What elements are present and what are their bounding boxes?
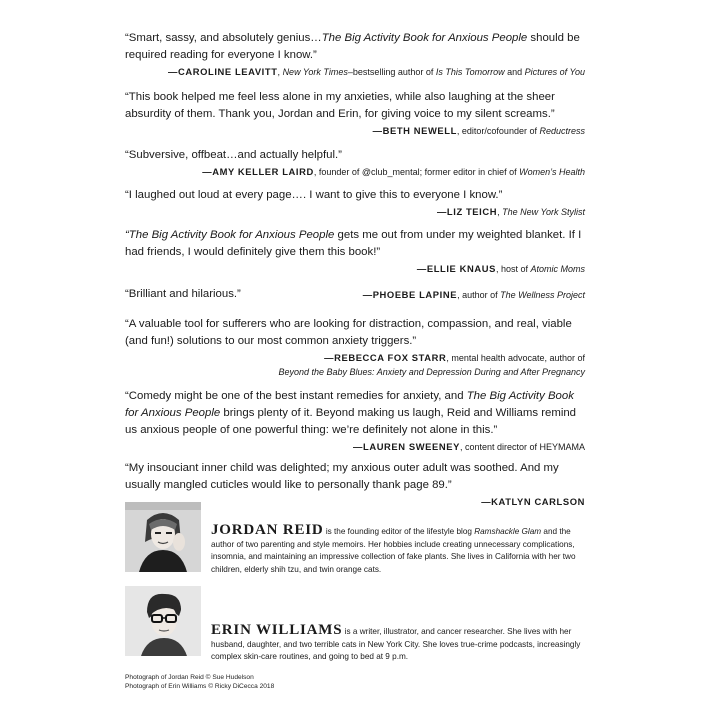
bio-text: ERIN WILLIAMS is a writer, illustrator, and cancer researcher. She lives with her husband, daughter, and two terrible cats in New York City. She loves true-crime podcasts, increasingly complex skin-care routines, and going to bed at 9 p.m. — [211, 622, 581, 662]
blurb-lauren-sweeney — [125, 388, 585, 454]
author-photo-erin-williams — [125, 586, 201, 656]
photo-credit-erin: Photograph of Erin Williams © Ricky DiCecca 2018 — [125, 683, 275, 690]
author-photo-jordan-reid — [125, 502, 201, 572]
blurb-rebecca-fox-starr — [125, 316, 585, 379]
blurb-attribution: —AMY KELLER LAIRD, founder of @club_mental; former editor in chief of Women’s Health — [202, 166, 585, 177]
blurb-text: “Comedy might be one of the best instant remedies for anxiety, and The Big Activity Book for Anxious People brings plenty of it. Beyond making us laugh, Reid and Williams remind us anxious people of one powerful thing: we’re definitely not alone in this.” — [125, 390, 577, 436]
portrait-image — [125, 502, 201, 572]
blurb-text: “Subversive, offbeat…and actually helpful.” — [125, 149, 342, 161]
blurb-text: “Brilliant and hilarious.” — [125, 288, 241, 300]
photo-credit-jordan: Photograph of Jordan Reid © Sue Hudelson — [125, 674, 254, 681]
blurb-text: “This book helped me feel less alone in my anxieties, while also laughing at the sheer absurdity of them. Thank you, Jordan and Erin, for giving voice to my silent screams.” — [125, 91, 555, 120]
blurb-text: “Smart, sassy, and absolutely genius…The Big Activity Book for Anxious People should be required reading for everyone I know.” — [125, 32, 580, 61]
blurb-phoebe-lapine — [125, 286, 585, 303]
blurb-amy-keller-laird — [125, 147, 585, 179]
blurb-text: “My insouciant inner child was delighted; my anxious outer adult was soothed. And my usually mangled cuticles would like to personally thank page 89.” — [125, 462, 559, 491]
blurb-attribution: —PHOEBE LAPINE, author of The Wellness Project — [362, 289, 585, 300]
blurb-attribution: —REBECCA FOX STARR, mental health advocate, author of Beyond the Baby Blues: Anxiety and Depression During and After Pregnancy — [278, 352, 585, 377]
bio-text: JORDAN REID is the founding editor of the lifestyle blog Ramshackle Glam and the author of two parenting and style memoirs. Her hobbies include creating unnecessary complications, insomnia, and maintaining an impressive collection of fake plants. She lives in California with her two children, elderly shih tzu, and twin orange cats. — [211, 522, 576, 574]
blurb-text: “A valuable tool for sufferers who are looking for distraction, compassion, and real, viable (and fun!) solutions to our most common anxiety triggers.” — [125, 318, 572, 347]
blurb-attribution: —ELLIE KNAUS, host of Atomic Moms — [416, 263, 585, 274]
blurb-text: “The Big Activity Book for Anxious People gets me out from under my weighted blanket. If I had friends, I would definitely give them this book!” — [125, 229, 582, 258]
blurb-attribution: —LIZ TEICH, The New York Stylist — [436, 206, 585, 217]
blurb-attribution: —KATLYN CARLSON — [481, 496, 585, 507]
blurb-attribution: —BETH NEWELL, editor/cofounder of Reductress — [372, 125, 585, 136]
portrait-image — [125, 586, 201, 656]
photo-credits — [125, 673, 274, 691]
author-bio-erin-williams — [125, 586, 585, 662]
blurb-attribution: —CAROLINE LEAVITT, New York Times–bestselling author of Is This Tomorrow and Pictures of You — [168, 66, 585, 77]
blurb-text: “I laughed out loud at every page…. I want to give this to everyone I know.” — [125, 189, 503, 201]
blurb-attribution: —LAUREN SWEENEY, content director of HEYMAMA — [353, 441, 585, 452]
blurb-caroline-leavitt — [125, 30, 585, 79]
blurb-liz-teich — [125, 187, 585, 219]
blurb-ellie-knaus — [125, 227, 585, 276]
author-bio-jordan-reid — [125, 502, 585, 578]
blurb-beth-newell — [125, 89, 585, 138]
